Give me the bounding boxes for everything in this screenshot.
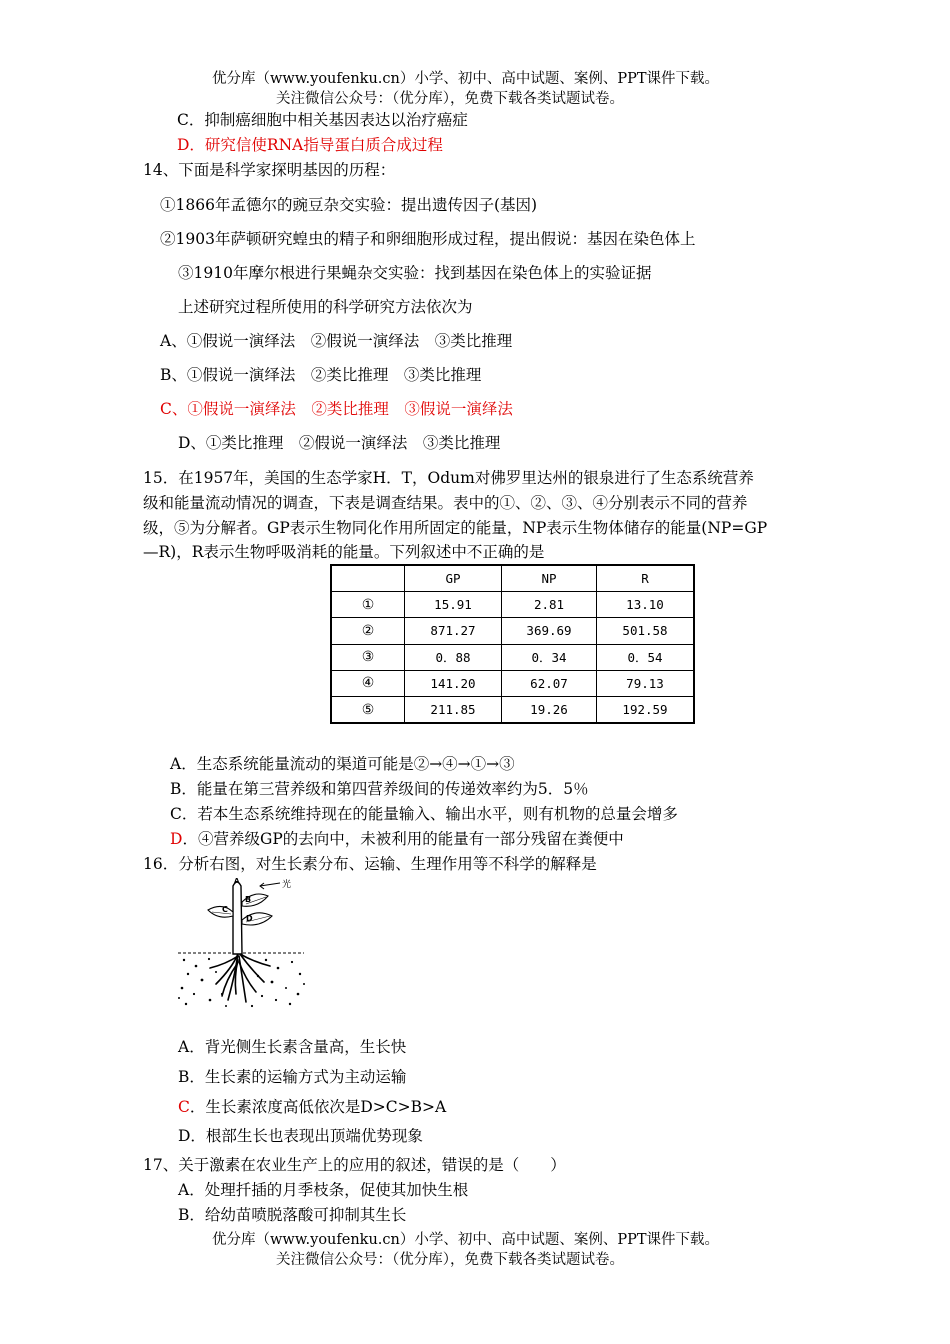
- table-cell: 369.69: [502, 618, 597, 644]
- q16-option-a: A．背光侧生长素含量高，生长快: [178, 1038, 407, 1056]
- q16-option-d: D．根部生长也表现出顶端优势现象: [178, 1127, 423, 1145]
- plant-phototropism-figure: [176, 876, 308, 1010]
- q17-option-b: B．给幼苗喷脱落酸可抑制其生长: [178, 1206, 407, 1224]
- table-header-cell: GP: [405, 565, 502, 592]
- table-cell: 2.81: [502, 592, 597, 618]
- q14-stem: 14、下面是科学家探明基因的历程：: [143, 161, 396, 179]
- table-cell: 0．54: [597, 644, 695, 670]
- q16-option-c: [178, 1095, 446, 1117]
- q16-option-c-letter: C: [178, 1098, 190, 1116]
- footer-line-2: 关注微信公众号：（优分库），免费下载各类试题试卷。: [276, 1252, 624, 1268]
- table-cell: 141.20: [405, 670, 502, 696]
- table-cell: ③: [331, 644, 405, 670]
- q15-option-d-text: ．④营养级GP的去向中，未被利用的能量有一部分残留在粪便中: [182, 830, 624, 848]
- table-cell: 0．34: [502, 644, 597, 670]
- leaf-left: [208, 906, 233, 917]
- table-cell: 501.58: [597, 618, 695, 644]
- light-label: 光: [282, 880, 292, 890]
- q16-option-b: B．生长素的运输方式为主动运输: [178, 1068, 407, 1086]
- soil: [178, 953, 305, 1007]
- label-b: B: [245, 895, 252, 904]
- table-header-cell: [331, 565, 405, 592]
- q14-question: 上述研究过程所使用的科学研究方法依次为: [178, 298, 473, 316]
- label-d: D: [246, 914, 253, 923]
- table-cell: 19.26: [502, 696, 597, 723]
- table-row: [331, 670, 694, 696]
- q15-stem-line-2: 级和能量流动情况的调查，下表是调查结果。表中的①、②、③、④分别表示不同的营养: [143, 494, 748, 512]
- table-row: [331, 644, 694, 670]
- table-cell: 192.59: [597, 696, 695, 723]
- light-arrow: [260, 883, 280, 889]
- table-row: [331, 592, 694, 618]
- table-cell: 871.27: [405, 618, 502, 644]
- q14-option-c: C、①假说一演绎法 ②类比推理 ③假说一演绎法: [160, 400, 513, 418]
- table-cell: ⑤: [331, 696, 405, 723]
- q15-stem-line-4: —R)，R表示生物呼吸消耗的能量。下列叙述中不正确的是: [143, 543, 545, 561]
- table-cell: 0．88: [405, 644, 502, 670]
- q13-option-d: D．研究信使RNA指导蛋白质合成过程: [177, 136, 443, 154]
- q14-item-1: ①1866年孟德尔的豌豆杂交实验：提出遗传因子(基因): [160, 196, 538, 214]
- q13-option-c: C．抑制癌细胞中相关基因表达以治疗癌症: [177, 111, 468, 129]
- table-header-row: [331, 565, 694, 592]
- q15-stem-line-1: 15．在1957年，美国的生态学家H．T，Odum对佛罗里达州的银泉进行了生态系统营养: [143, 469, 754, 487]
- table-cell: 79.13: [597, 670, 695, 696]
- label-c: C: [222, 905, 228, 914]
- roots: [210, 952, 270, 1002]
- q14-item-2: ②1903年萨顿研究蝗虫的精子和卵细胞形成过程，提出假说：基因在染色体上: [160, 230, 696, 248]
- header-line-2: 关注微信公众号：（优分库），免费下载各类试题试卷。: [276, 91, 624, 107]
- q15-option-d: [170, 827, 624, 849]
- table-row: [331, 618, 694, 644]
- q14-option-a: A、①假说一演绎法 ②假说一演绎法 ③类比推理: [160, 332, 513, 350]
- table-cell: 13.10: [597, 592, 695, 618]
- header-line-1: 优分库（www.youfenku.cn）小学、初中、高中试题、案例、PPT课件下载。: [212, 71, 720, 87]
- q14-item-3: ③1910年摩尔根进行果蝇杂交实验：找到基因在染色体上的实验证据: [178, 264, 652, 282]
- table-cell: 62.07: [502, 670, 597, 696]
- table-cell: ④: [331, 670, 405, 696]
- q14-option-d: D、①类比推理 ②假说一演绎法 ③类比推理: [178, 434, 501, 452]
- table-header-cell: NP: [502, 565, 597, 592]
- table-cell: ②: [331, 618, 405, 644]
- q14-option-b: B、①假说一演绎法 ②类比推理 ③类比推理: [160, 366, 482, 384]
- label-a: A: [234, 877, 240, 885]
- energy-flow-table: [330, 564, 695, 724]
- q15-option-c: C．若本生态系统维持现在的能量输入、输出水平，则有机物的总量会增多: [170, 805, 678, 823]
- table-row: [331, 696, 694, 723]
- q15-option-b: B．能量在第三营养级和第四营养级间的传递效率约为5．5％: [170, 780, 589, 798]
- q16-stem: 16．分析右图，对生长素分布、运输、生理作用等不科学的解释是: [143, 855, 597, 873]
- table-cell: 211.85: [405, 696, 502, 723]
- q16-option-c-text: ．生长素浓度高低依次是D>C>B>A: [189, 1098, 447, 1116]
- q15-stem-line-3: 级，⑤为分解者。GP表示生物同化作用所固定的能量，NP表示生物体储存的能量(NP=GP: [143, 519, 768, 537]
- q17-option-a: A．处理扦插的月季枝条，促使其加快生根: [178, 1181, 469, 1199]
- table-cell: 15.91: [405, 592, 502, 618]
- footer-line-1: 优分库（www.youfenku.cn）小学、初中、高中试题、案例、PPT课件下载。: [212, 1232, 720, 1248]
- q15-option-a: A．生态系统能量流动的渠道可能是②→④→①→③: [170, 755, 515, 773]
- q15-option-d-letter: D: [170, 830, 183, 848]
- table-cell: ①: [331, 592, 405, 618]
- q17-stem: 17、关于激素在农业生产上的应用的叙述，错误的是（ ）: [143, 1156, 566, 1174]
- table-header-cell: R: [597, 565, 695, 592]
- stem: [233, 882, 242, 954]
